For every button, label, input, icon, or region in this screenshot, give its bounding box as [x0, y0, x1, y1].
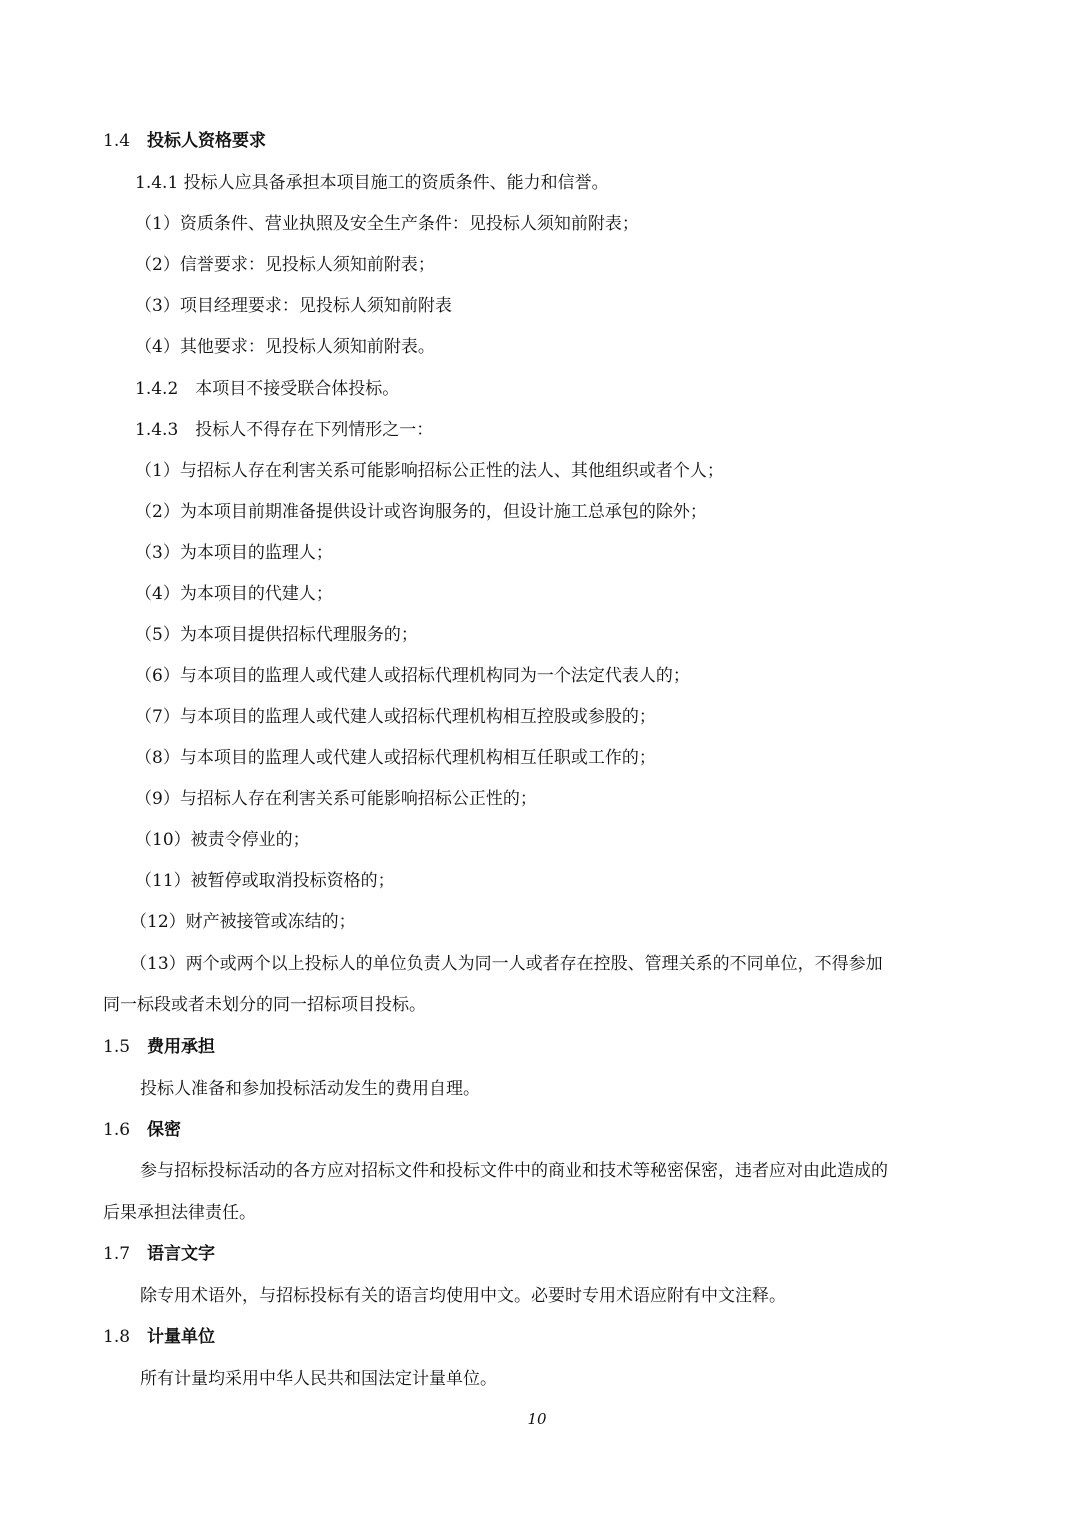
paragraph-1-8: 所有计量均采用中华人民共和国法定计量单位。 [140, 1369, 497, 1389]
list-item: （12）财产被接管或冻结的； [130, 912, 356, 932]
list-item: （4）为本项目的代建人； [135, 584, 333, 604]
section-number: 1.5 [103, 1037, 131, 1057]
clause-1-4-1: 1.4.1 投标人应具备承担本项目施工的资质条件、能力和信誉。 [135, 173, 609, 193]
section-title: 费用承担 [147, 1037, 215, 1057]
list-item-13-line2: 同一标段或者未划分的同一招标项目投标。 [103, 995, 426, 1015]
section-heading-1-7 [103, 1242, 215, 1266]
clause-1-4-3: 1.4.3 投标人不得存在下列情形之一： [135, 420, 434, 440]
list-item: （3）为本项目的监理人； [135, 543, 333, 563]
list-item: （6）与本项目的监理人或代建人或招标代理机构同为一个法定代表人的； [135, 666, 690, 686]
section-title: 计量单位 [147, 1327, 215, 1347]
list-item: （5）为本项目提供招标代理服务的； [135, 625, 418, 645]
list-item: （4）其他要求：见投标人须知前附表。 [135, 337, 435, 357]
list-item: （7）与本项目的监理人或代建人或招标代理机构相互控股或参股的； [135, 707, 656, 727]
list-item-13-line1: （13）两个或两个以上投标人的单位负责人为同一人或者存在控股、管理关系的不同单位，不得参加 [130, 954, 883, 974]
section-heading-1-6 [103, 1118, 181, 1142]
list-item: （1）资质条件、营业执照及安全生产条件：见投标人须知前附表； [135, 214, 639, 234]
paragraph-1-7: 除专用术语外，与招标投标有关的语言均使用中文。必要时专用术语应附有中文注释。 [140, 1286, 786, 1306]
list-item: （1）与招标人存在利害关系可能影响招标公正性的法人、其他组织或者个人； [135, 461, 724, 481]
section-heading-1-8 [103, 1325, 215, 1349]
section-title: 投标人资格要求 [147, 131, 266, 151]
section-title: 语言文字 [147, 1244, 215, 1264]
section-heading-1-5 [103, 1035, 215, 1059]
section-title: 保密 [147, 1120, 181, 1140]
section-number: 1.6 [103, 1120, 131, 1140]
list-item: （9）与招标人存在利害关系可能影响招标公正性的； [135, 789, 537, 809]
paragraph-1-6-line2: 后果承担法律责任。 [103, 1203, 256, 1223]
section-number: 1.4 [103, 131, 131, 151]
list-item: （2）信誉要求：见投标人须知前附表； [135, 255, 435, 275]
section-number: 1.7 [103, 1244, 131, 1264]
page-number: 10 [527, 1410, 547, 1428]
list-item: （3）项目经理要求：见投标人须知前附表 [135, 296, 452, 316]
section-heading-1-4 [103, 129, 266, 153]
list-item: （10）被责令停业的； [135, 830, 310, 850]
list-item: （8）与本项目的监理人或代建人或招标代理机构相互任职或工作的； [135, 748, 656, 768]
list-item: （2）为本项目前期准备提供设计或咨询服务的，但设计施工总承包的除外； [135, 502, 707, 522]
paragraph-1-5: 投标人准备和参加投标活动发生的费用自理。 [140, 1079, 480, 1099]
clause-1-4-2: 1.4.2 本项目不接受联合体投标。 [135, 379, 400, 399]
paragraph-1-6-line1: 参与招标投标活动的各方应对招标文件和投标文件中的商业和技术等秘密保密，违者应对由此造成的 [140, 1161, 888, 1181]
list-item: （11）被暂停或取消投标资格的； [135, 871, 395, 891]
section-number: 1.8 [103, 1327, 131, 1347]
